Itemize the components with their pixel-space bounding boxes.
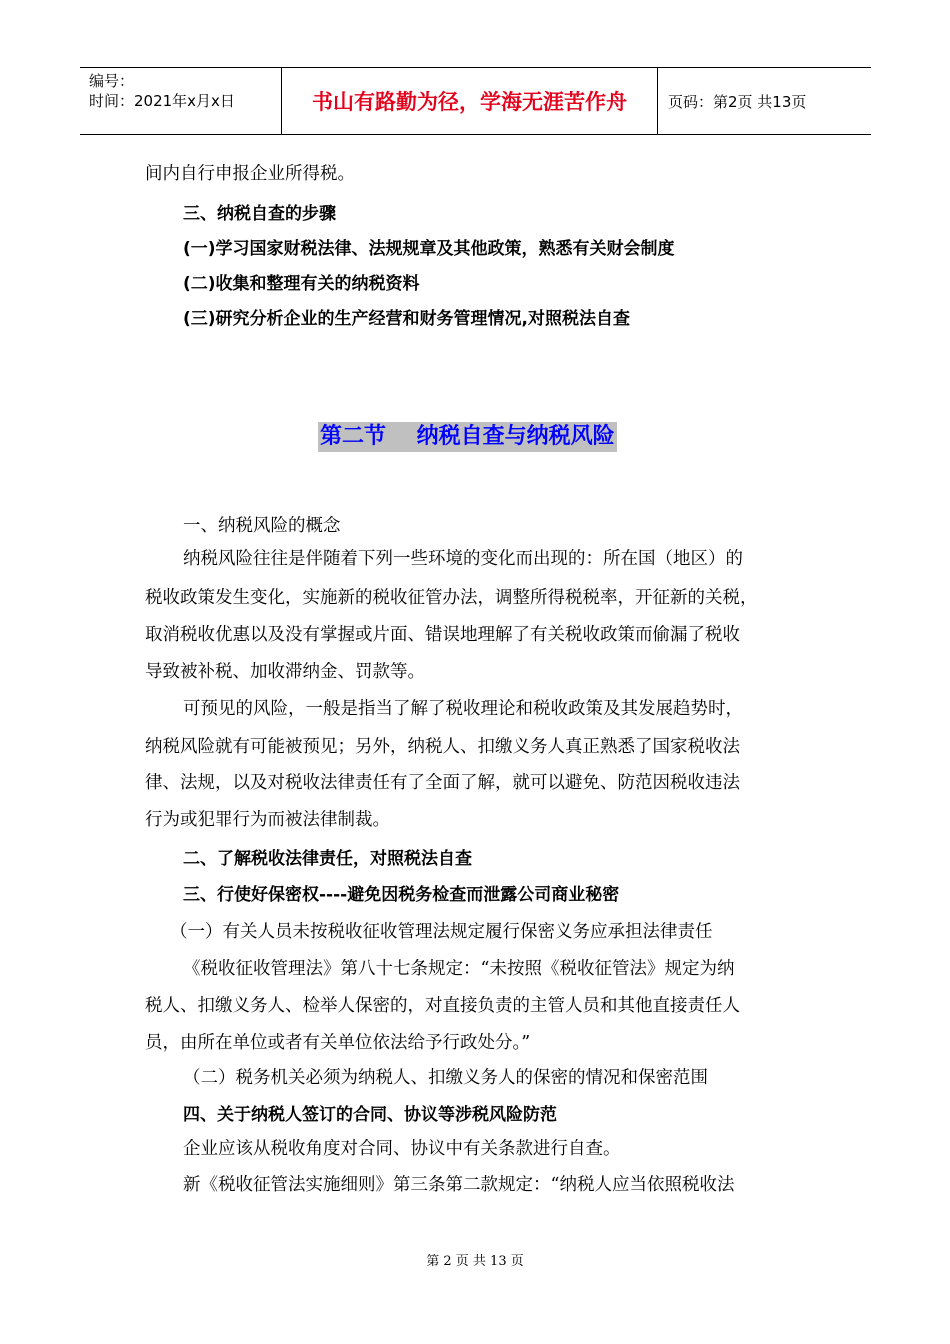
para-5-line-1: 新《税收征管法实施细则》第三条第二款规定：“纳税人应当依照税收法	[183, 1175, 735, 1195]
para-1-line-2: 税收政策发生变化，实施新的税收征管办法，调整所得税税率，开征新的关税，	[145, 588, 758, 608]
number-label: 编号：	[89, 72, 135, 90]
body-line-0: 间内自行申报企业所得税。	[145, 164, 355, 184]
para-3-line-3: 员，由所在单位或者有关单位依法给予行政处分。”	[145, 1033, 531, 1053]
header-left-cell	[80, 68, 282, 134]
para-1-line-1: 纳税风险往往是伴随着下列一些环境的变化而出现的：所在国（地区）的	[183, 549, 743, 569]
para-2-line-2: 纳税风险就有可能被预见；另外，纳税人、扣缴义务人真正熟悉了国家税收法	[145, 737, 740, 757]
para-2-line-4: 行为或犯罪行为而被法律制裁。	[145, 810, 390, 830]
heading-risk-concept: 一、纳税风险的概念	[183, 516, 341, 536]
page-info: 页码：第2页 共13页	[668, 92, 807, 111]
para-4-line-1: 企业应该从税收角度对合同、协议中有关条款进行自查。	[183, 1139, 621, 1159]
heading-steps: 三、纳税自查的步骤	[183, 204, 336, 224]
motto: 书山有路勤为径，学海无涯苦作舟	[282, 68, 658, 134]
step-1: (一)学习国家财税法律、法规规章及其他政策，熟悉有关财会制度	[183, 239, 675, 259]
sub-heading-2: （二）税务机关必须为纳税人、扣缴义务人的保密的情况和保密范围	[183, 1068, 708, 1088]
sub-heading-1: （一）有关人员未按税收征收管理法规定履行保密义务应承担法律责任	[170, 922, 713, 942]
section-title: 第二节 纳税自查与纳税风险	[318, 422, 617, 452]
para-1-line-4: 导致被补税、加收滞纳金、罚款等。	[145, 662, 425, 682]
para-3-line-2: 税人、扣缴义务人、检举人保密的，对直接负责的主管人员和其他直接责任人	[145, 996, 740, 1016]
step-3: (三)研究分析企业的生产经营和财务管理情况,对照税法自查	[183, 309, 630, 329]
time-label: 时间：2021年x月x日	[89, 92, 235, 110]
step-2: (二)收集和整理有关的纳税资料	[183, 274, 420, 294]
page-footer: 第 2 页 共 13 页	[426, 1254, 524, 1269]
heading-legal-liability: 二、了解税收法律责任，对照税法自查	[183, 849, 472, 869]
heading-contracts: 四、关于纳税人签订的合同、协议等涉税风险防范	[183, 1105, 557, 1125]
para-1-line-3: 取消税收优惠以及没有掌握或片面、错误地理解了有关税收政策而偷漏了税收	[145, 625, 740, 645]
para-2-line-1: 可预见的风险，一般是指当了解了税收理论和税收政策及其发展趋势时，	[183, 699, 743, 719]
heading-confidentiality: 三、行使好保密权----避免因税务检查而泄露公司商业秘密	[183, 885, 620, 905]
para-3-line-1: 《税收征收管理法》第八十七条规定：“未按照《税收征管法》规定为纳	[183, 959, 735, 979]
header-table	[80, 67, 871, 135]
para-2-line-3: 律、法规，以及对税收法律责任有了全面了解，就可以避免、防范因税收违法	[145, 773, 740, 793]
